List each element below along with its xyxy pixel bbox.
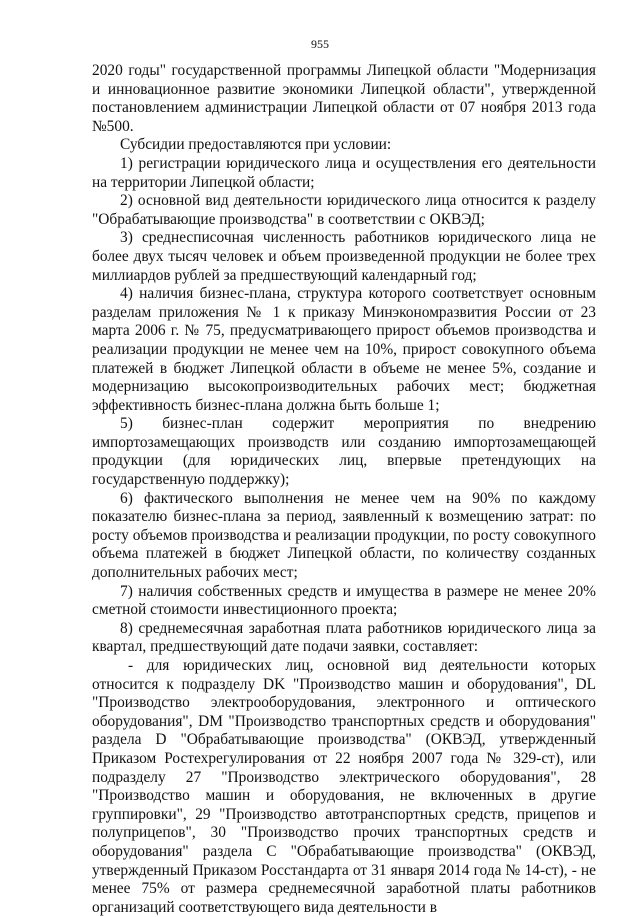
paragraph-condition-3: 3) среднесписочная численность работников юридического лица не более двух тысяч человек и объем произведенной продукции не более трех миллиардов рублей за предшествующий календарный год; bbox=[92, 229, 596, 284]
paragraph-condition-4: 4) наличия бизнес-плана, структура которого соответствует основным разделам приложения № 1 к приказу Минэкономразвития России от 23 марта 2006 г. № 75, предусматривающего прирост объемов производства и реализации продукции не менее чем на 10%, прирост совокупного объема платежей в бюджет Липецкой области в объеме не менее 5%, создание и модернизацию высокопроизводительных рабочих мест; бюджетная эффективность бизнес-плана должна быть больше 1; bbox=[92, 285, 596, 414]
paragraph-condition-5: 5) бизнес-план содержит мероприятия по внедрению импортозамещающих производств или созданию импортозамещающей продукции (для юридических лиц, впервые претендующих на государственную поддержку); bbox=[92, 415, 596, 489]
paragraph-subsidy-conditions-intro: Субсидии предоставляются при условии: bbox=[120, 136, 392, 154]
paragraph-condition-8-dash-item: - для юридических лиц, основной вид деятельности которых относится к подразделу DK "Производство машин и оборудования", DL "Производство электрооборудования, электронного и оптического оборудования", DM "Производство транспортных средств и оборудования" раздела D "Обрабатывающие производства" (ОКВЭД, утвержденный Приказом Ростехрегулирования от 22 ноября 2007 года № 329-ст), или подразделу 27 "Производство электрического оборудования", 28 "Производство машин и оборудования, не включенных в другие группировки", 29 "Производство автотранспортных средств, прицепов и полуприцепов", 30 "Производство прочих транспортных средств и оборудования" раздела С "Обрабатывающие производства" (ОКВЭД, утвержденный Приказом Росстандарта от 31 января 2014 года № 14-ст), - не менее 75% от размера среднемесячной заработной платы работников организаций соответствующего вида деятельности в bbox=[92, 657, 596, 916]
document-body bbox=[92, 62, 596, 917]
paragraph-condition-6: 6) фактического выполнения не менее чем на 90% по каждому показателю бизнес-плана за период, заявленный к возмещению затрат: по росту объемов производства и реализации продукции, по росту совокупного объема платежей в бюджет Липецкой области, по количеству созданных дополнительных рабочих мест; bbox=[92, 489, 596, 582]
paragraph-condition-1: 1) регистрации юридического лица и осуществления его деятельности на территории Липецкой области; bbox=[92, 154, 596, 191]
paragraph-program-continuation: 2020 годы" государственной программы Липецкой области "Модернизация и инновационное развитие экономики Липецкой области", утвержденной постановлением администрации Липецкой области от 07 ноября 2013 года №500. bbox=[92, 62, 596, 135]
page-number: 955 bbox=[311, 37, 329, 51]
paragraph-condition-2: 2) основной вид деятельности юридического лица относится к разделу "Обрабатывающие производства" в соответствии с ОКВЭД; bbox=[92, 192, 596, 228]
paragraph-condition-8: 8) среднемесячная заработная плата работников юридического лица за квартал, предшествующий дате подачи заявки, составляет: bbox=[92, 619, 596, 656]
paragraph-condition-7: 7) наличия собственных средств и имущества в размере не менее 20% сметной стоимости инвестиционного проекта; bbox=[92, 582, 596, 619]
